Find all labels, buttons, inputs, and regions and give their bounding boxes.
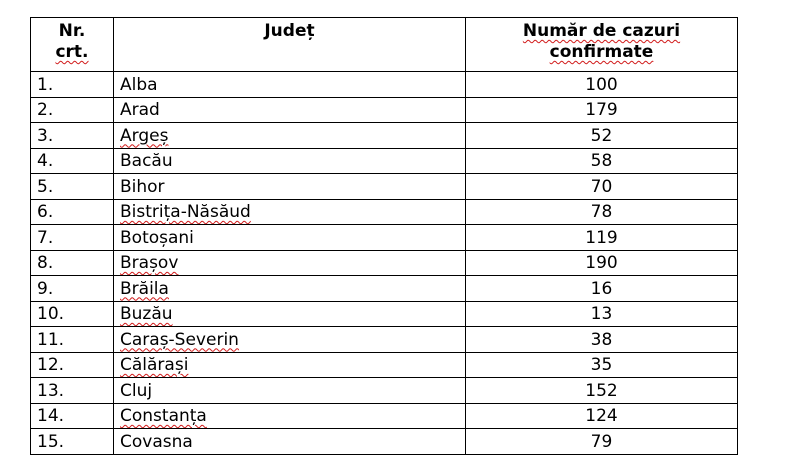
row-number: 2. (31, 97, 114, 123)
header-judet-label: Județ (264, 21, 315, 41)
row-number: 8. (31, 250, 114, 276)
table-row (31, 429, 738, 455)
county-name: Bihor (114, 174, 466, 200)
table-row (31, 301, 738, 327)
confirmed-cases: 35 (466, 352, 738, 378)
county-name: Botoșani (114, 225, 466, 251)
table-row (31, 250, 738, 276)
confirmed-cases: 70 (466, 174, 738, 200)
confirmed-cases: 79 (466, 429, 738, 455)
county-name-text: Bistrița-Năsăud (120, 202, 251, 222)
table-row (31, 97, 738, 123)
county-name-text: Brăila (120, 278, 169, 299)
table-row (31, 276, 738, 302)
table-row (31, 225, 738, 251)
confirmed-cases: 100 (466, 72, 738, 98)
confirmed-cases: 58 (466, 148, 738, 174)
county-name: Alba (114, 72, 466, 98)
row-number: 14. (31, 403, 114, 429)
table-row (31, 72, 738, 98)
row-number: 7. (31, 225, 114, 251)
row-number: 9. (31, 276, 114, 302)
confirmed-cases: 152 (466, 378, 738, 404)
county-name-text: Argeș (120, 125, 169, 146)
county-name: Cluj (114, 378, 466, 404)
row-number: 15. (31, 429, 114, 455)
county-name (114, 276, 466, 302)
row-number: 11. (31, 327, 114, 353)
county-name (114, 327, 466, 353)
row-number: 13. (31, 378, 114, 404)
county-name-text: Constanța (120, 406, 207, 426)
county-name-text: Buzău (120, 304, 173, 324)
county-name: Bacău (114, 148, 466, 174)
county-name: Covasna (114, 429, 466, 455)
county-name (114, 403, 466, 429)
header-nr-crt (31, 18, 114, 72)
header-nr-line1: Nr. (58, 21, 86, 41)
table-header-row (31, 18, 738, 72)
header-cazuri-line2: confirmate (549, 42, 654, 62)
county-name (114, 352, 466, 378)
row-number: 12. (31, 352, 114, 378)
table-row (31, 123, 738, 149)
table-row (31, 174, 738, 200)
county-name-text: Caraș-Severin (120, 329, 239, 350)
table-row (31, 403, 738, 429)
county-name-text: Călărași (120, 355, 189, 375)
row-number: 10. (31, 301, 114, 327)
table-row (31, 327, 738, 353)
row-number: 5. (31, 174, 114, 200)
confirmed-cases-table (30, 17, 738, 455)
header-judet (114, 18, 466, 72)
confirmed-cases: 16 (466, 276, 738, 302)
table-row (31, 199, 738, 225)
county-name (114, 301, 466, 327)
table-row (31, 378, 738, 404)
county-name-text: Brașov (120, 253, 179, 273)
table-row (31, 352, 738, 378)
county-name: Arad (114, 97, 466, 123)
table-row (31, 148, 738, 174)
confirmed-cases: 38 (466, 327, 738, 353)
confirmed-cases: 119 (466, 225, 738, 251)
row-number: 4. (31, 148, 114, 174)
row-number: 3. (31, 123, 114, 149)
county-name (114, 199, 466, 225)
header-numar-cazuri (466, 18, 738, 72)
county-name (114, 123, 466, 149)
header-cazuri-line1: Număr de cazuri (522, 21, 681, 41)
confirmed-cases: 179 (466, 97, 738, 123)
confirmed-cases: 13 (466, 301, 738, 327)
confirmed-cases: 52 (466, 123, 738, 149)
confirmed-cases: 190 (466, 250, 738, 276)
header-nr-line2: crt. (55, 42, 89, 62)
confirmed-cases: 124 (466, 403, 738, 429)
row-number: 6. (31, 199, 114, 225)
row-number: 1. (31, 72, 114, 98)
confirmed-cases: 78 (466, 199, 738, 225)
county-name (114, 250, 466, 276)
